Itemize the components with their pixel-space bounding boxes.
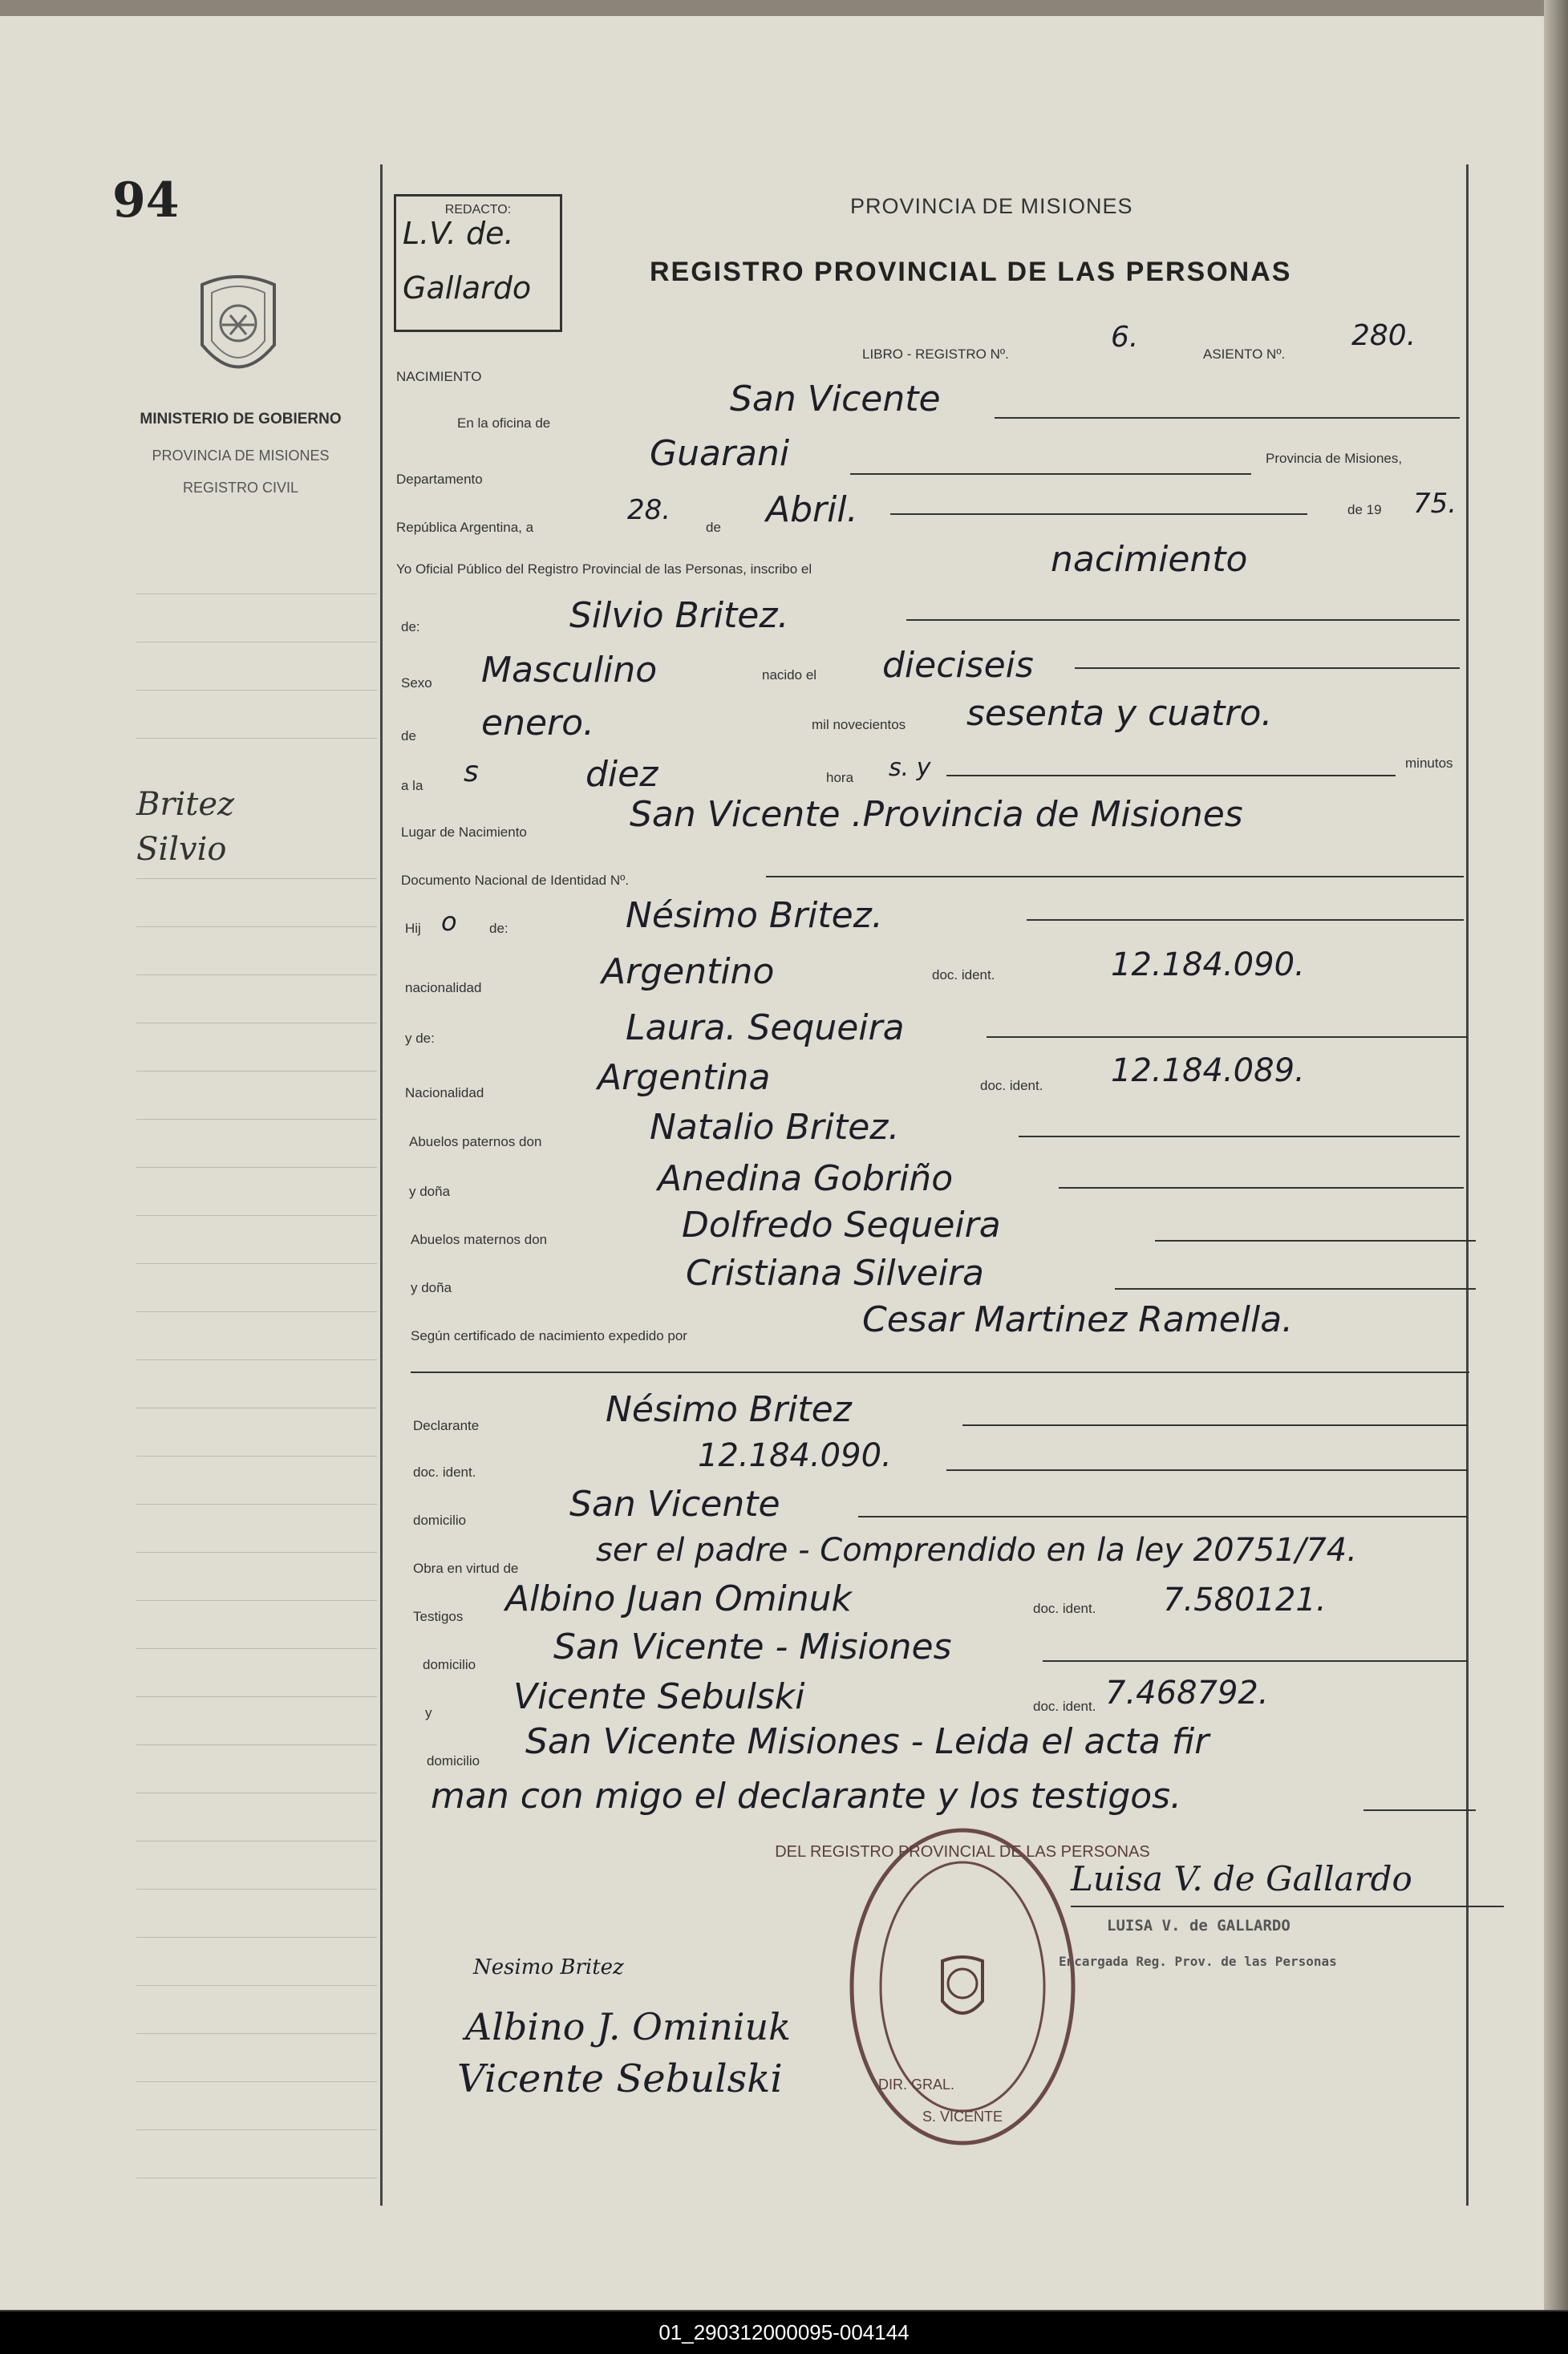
departamento-value: Guarani <box>650 433 790 474</box>
nacionalidad2-label: Nacionalidad <box>405 1085 484 1100</box>
oficial-label: Yo Oficial Público del Registro Provincial de las Personas, inscribo el <box>396 561 812 577</box>
hora-label: hora <box>826 770 854 785</box>
anio-label: de 19 <box>1347 502 1382 517</box>
stamp-ring-bottom: DIR. GRAL. <box>878 2076 955 2093</box>
sexo-value: Masculino <box>481 650 658 691</box>
minutos-label: minutos <box>1405 756 1453 771</box>
declarante-signature: Nesimo Britez <box>473 1955 624 1979</box>
doc-ident-t2-label: doc. ident. <box>1033 1699 1096 1714</box>
hora-suffix-value: s. y <box>889 754 931 782</box>
document-page <box>0 16 1544 2310</box>
doc-t2-value: 7.468792. <box>1105 1675 1269 1712</box>
domicilio-value: San Vicente <box>569 1484 780 1525</box>
doc-decl-value: 12.184.090. <box>698 1437 892 1474</box>
ab-mat-value: Dolfredo Sequeira <box>682 1205 1001 1246</box>
nacido-label: nacido el <box>762 667 817 683</box>
domicilio-t2-value: San Vicente Misiones - Leida el acta fir <box>525 1721 1209 1762</box>
segun-value: Cesar Martinez Ramella. <box>862 1299 1294 1340</box>
ab-pat-label: Abuelos paternos don <box>409 1134 542 1149</box>
ab-mat-dona-value: Cristiana Silveira <box>686 1253 985 1294</box>
doc-ident-madre-label: doc. ident. <box>980 1078 1043 1093</box>
redacto-box <box>394 194 562 332</box>
libro-value: 6. <box>1111 321 1139 354</box>
hijo-o-value: o <box>441 906 457 937</box>
doc-ident-t1-label: doc. ident. <box>1033 1601 1096 1616</box>
footer-id: 01_290312000095-004144 <box>0 2311 1568 2354</box>
declarante-value: Nésimo Britez <box>606 1389 852 1430</box>
domicilio-label: domicilio <box>413 1513 467 1528</box>
hijo-label-b: de: <box>489 921 508 936</box>
hijo-label-a: Hij <box>405 921 421 936</box>
ydona-label: y doña <box>409 1184 451 1199</box>
y-label: y <box>425 1705 432 1720</box>
nacionalidad-label: nacionalidad <box>405 980 482 995</box>
ab-pat-dona-value: Anedina Gobriño <box>658 1158 954 1199</box>
ydona-mat-label: y doña <box>411 1280 452 1295</box>
nacido-value: dieciseis <box>882 645 1034 686</box>
nombre-value: Silvio Britez. <box>569 595 789 636</box>
domicilio-t1-value: San Vicente - Misiones <box>553 1627 952 1667</box>
de3-label: de <box>401 728 416 743</box>
lugar-label: Lugar de Nacimiento <box>401 825 527 840</box>
official-typed-title: Encargada Reg. Prov. de las Personas <box>1059 1954 1337 1969</box>
doc-ident2-label: doc. ident. <box>413 1465 476 1480</box>
redacto-line-1: L.V. de. <box>403 216 514 251</box>
ab-pat-value: Natalio Britez. <box>650 1107 900 1148</box>
mil-label: mil novecientos <box>812 717 906 732</box>
lugar-value: San Vicente .Provincia de Misiones <box>630 794 1243 835</box>
domicilio-t2-label: domicilio <box>427 1753 480 1769</box>
hora-value: diez <box>585 754 658 795</box>
de2-label: de: <box>401 619 420 634</box>
inscribo-value: nacimiento <box>1051 539 1248 580</box>
header-title: REGISTRO PROVINCIAL DE LAS PERSONAS <box>650 257 1292 287</box>
right-rule <box>1466 164 1469 2206</box>
margin-divider <box>380 164 383 2206</box>
redacto-line-2: Gallardo <box>403 270 532 306</box>
official-typed-name: LUISA V. de GALLARDO <box>1107 1917 1290 1935</box>
redacto-label: REDACTO: <box>444 203 512 217</box>
asiento-value: 280. <box>1351 319 1416 352</box>
ala-label: a la <box>401 778 423 793</box>
padre-value: Nésimo Britez. <box>626 895 883 936</box>
testigos-label: Testigos <box>413 1609 464 1624</box>
doc-madre-value: 12.184.089. <box>1111 1052 1305 1089</box>
domicilio-t1-label: domicilio <box>423 1657 476 1672</box>
header-province: PROVINCIA DE MISIONES <box>850 194 1133 218</box>
testigo1-value: Albino Juan Ominuk <box>505 1578 852 1619</box>
obra-label: Obra en virtud de <box>413 1561 519 1576</box>
segun-label: Según certificado de nacimiento expedido por <box>411 1328 687 1343</box>
madre-value: Laura. Sequeira <box>626 1007 905 1048</box>
mes-value: Abril. <box>766 489 858 530</box>
book-edge-right <box>1544 0 1568 2310</box>
sexo-label: Sexo <box>401 675 432 691</box>
ala-value: s <box>464 756 479 788</box>
oficina-label: En la oficina de <box>457 415 551 431</box>
registry-label: REGISTRO CIVIL <box>182 480 299 496</box>
asiento-label: ASIENTO Nº. <box>1203 346 1286 362</box>
dia-value: 28. <box>627 494 671 526</box>
witness1-signature: Albino J. Ominiuk <box>465 2005 792 2048</box>
declarante-label: Declarante <box>413 1418 480 1433</box>
anio-value: 75. <box>1413 488 1457 520</box>
stamp-bottom: S. VICENTE <box>922 2109 1003 2125</box>
closing-value: man con migo el declarante y los testigos. <box>431 1776 1182 1817</box>
obra-value: ser el padre - Comprendido en la ley 20751/74. <box>596 1532 1357 1569</box>
republica-label: República Argentina, a <box>396 520 534 535</box>
margin-note-name: Silvio <box>136 831 227 868</box>
provincial-seal-icon <box>186 269 290 389</box>
doc-padre-value: 12.184.090. <box>1111 946 1305 983</box>
nac-madre-value: Argentina <box>598 1057 771 1098</box>
doc-t1-value: 7.580121. <box>1163 1582 1327 1619</box>
margin-note-surname: Britez <box>136 786 235 823</box>
provincia-suffix: Provincia de Misiones, <box>1266 451 1403 466</box>
dni-label: Documento Nacional de Identidad Nº. <box>401 873 630 888</box>
departamento-label: Departamento <box>396 472 483 487</box>
province-label: PROVINCIA DE MISIONES <box>152 448 330 464</box>
anio-nac-value: sesenta y cuatro. <box>966 693 1273 734</box>
mes-nac-value: enero. <box>481 703 595 743</box>
oficina-value: San Vicente <box>730 379 941 419</box>
witness2-signature: Vicente Sebulski <box>457 2056 783 2101</box>
ministry-label: MINISTERIO DE GOBIERNO <box>140 411 342 427</box>
de-label: de <box>706 520 721 535</box>
registry-stamp-icon <box>775 1825 1150 2149</box>
yde-label: y de: <box>405 1031 435 1046</box>
libro-label: LIBRO - REGISTRO Nº. <box>862 346 1009 362</box>
doc-ident-label: doc. ident. <box>932 967 995 983</box>
official-signature: Luisa V. de Gallardo <box>1071 1859 1412 1898</box>
nac-padre-value: Argentino <box>602 951 775 992</box>
ab-mat-label: Abuelos maternos don <box>411 1232 548 1247</box>
stamp-ring-top: DEL REGISTRO PROVINCIAL DE LAS PERSONAS <box>775 1843 1150 1861</box>
section-label: NACIMIENTO <box>396 369 482 384</box>
page-number: 94 <box>112 172 180 229</box>
testigo2-value: Vicente Sebulski <box>513 1676 805 1717</box>
